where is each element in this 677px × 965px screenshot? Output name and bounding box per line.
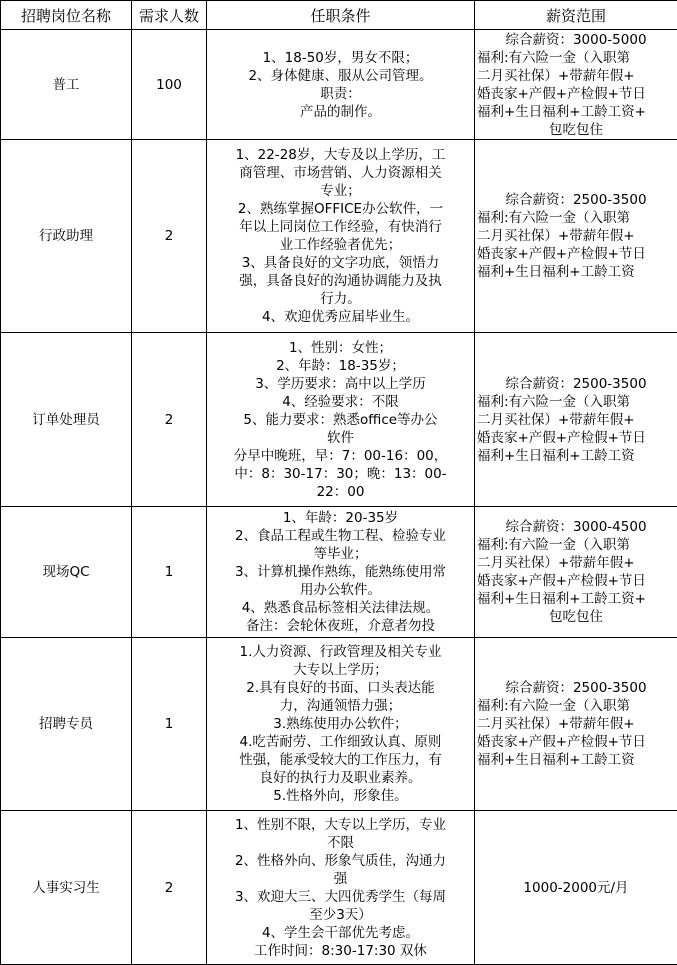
salary-line: 福利:有六险一金（入职第 bbox=[477, 209, 675, 227]
table-row bbox=[1, 507, 677, 638]
header-position: 招聘岗位名称 bbox=[1, 1, 132, 30]
requirement-line: 3、学历要求：高中以上学历 bbox=[209, 375, 472, 393]
header-row bbox=[1, 1, 677, 30]
requirement-line: 软件 bbox=[209, 429, 472, 447]
salary-line: 综合薪资：3000-5000 bbox=[477, 31, 675, 49]
salary-cell bbox=[475, 30, 677, 140]
requirement-line: 行力。 bbox=[209, 290, 472, 308]
salary-cell bbox=[475, 811, 677, 965]
requirement-line: 强 bbox=[209, 870, 472, 888]
requirements-cell bbox=[207, 30, 475, 140]
count-cell: 2 bbox=[132, 140, 207, 333]
requirement-line: 用办公软件。 bbox=[209, 581, 472, 599]
requirement-line: 2.具有良好的书面、口头表达能 bbox=[209, 679, 472, 697]
count-cell: 1 bbox=[132, 507, 207, 638]
requirement-line: 5、能力要求：熟悉office等办公 bbox=[209, 411, 472, 429]
count-cell: 2 bbox=[132, 811, 207, 965]
salary-line: 1000-2000元/月 bbox=[477, 879, 675, 897]
salary-line: 二月买社保）+带薪年假+ bbox=[477, 67, 675, 85]
requirement-line: 4、熟悉食品标签相关法律法规。 bbox=[209, 599, 472, 617]
position-cell: 招聘专员 bbox=[1, 638, 132, 811]
table-row bbox=[1, 30, 677, 140]
requirement-line: 工作时间：8:30-17:30 双休 bbox=[209, 942, 472, 960]
salary-line: 福利+生日福利+工龄工资 bbox=[477, 263, 675, 281]
requirement-line: 中：8：30-17：30；晚：13：00- bbox=[209, 465, 472, 483]
salary-line: 福利+生日福利+工龄工资+ bbox=[477, 103, 675, 121]
requirement-line: 3、具备良好的文字功底，领悟力 bbox=[209, 254, 472, 272]
requirement-line: 2、身体健康、服从公司管理。 bbox=[209, 67, 472, 85]
position-cell: 行政助理 bbox=[1, 140, 132, 333]
requirement-line: 不限 bbox=[209, 834, 472, 852]
requirement-line: 性强，能承受较大的工作压力，有 bbox=[209, 751, 472, 769]
requirements-cell bbox=[207, 811, 475, 965]
requirement-line: 1.人力资源、行政管理及相关专业 bbox=[209, 643, 472, 661]
salary-cell bbox=[475, 638, 677, 811]
salary-line: 包吃包住 bbox=[477, 608, 675, 626]
requirement-line: 4.吃苦耐劳、工作细致认真、原则 bbox=[209, 733, 472, 751]
salary-line: 福利+生日福利+工龄工资 bbox=[477, 751, 675, 769]
salary-line: 综合薪资：2500-3500 bbox=[477, 191, 675, 209]
header-count: 需求人数 bbox=[132, 1, 207, 30]
table-row bbox=[1, 333, 677, 507]
salary-line: 二月买社保）+带薪年假+ bbox=[477, 554, 675, 572]
requirement-line: 1、年龄：20-35岁 bbox=[209, 509, 472, 527]
requirement-line: 1、性别不限，大专以上学历，专业 bbox=[209, 816, 472, 834]
salary-cell bbox=[475, 140, 677, 333]
requirement-line: 1、22-28岁，大专及以上学历，工 bbox=[209, 146, 472, 164]
table-row bbox=[1, 638, 677, 811]
requirements-cell bbox=[207, 333, 475, 507]
salary-line: 福利:有六险一金（入职第 bbox=[477, 697, 675, 715]
requirement-line: 3.熟练使用办公软件； bbox=[209, 715, 472, 733]
salary-line: 综合薪资：3000-4500 bbox=[477, 518, 675, 536]
requirement-line: 良好的执行力及职业素养。 bbox=[209, 769, 472, 787]
salary-line: 包吃包住 bbox=[477, 121, 675, 139]
requirement-line: 2、食品工程或生物工程、检验专业 bbox=[209, 527, 472, 545]
position-cell: 普工 bbox=[1, 30, 132, 140]
salary-line: 福利+生日福利+工龄工资 bbox=[477, 447, 675, 465]
header-salary: 薪资范围 bbox=[475, 1, 677, 30]
requirement-line: 年以上同岗位工作经验，有快消行 bbox=[209, 218, 472, 236]
salary-cell bbox=[475, 333, 677, 507]
requirement-line: 3、计算机操作熟练，能熟练使用常 bbox=[209, 563, 472, 581]
salary-line: 婚丧家+产假+产检假+节日 bbox=[477, 429, 675, 447]
count-cell: 1 bbox=[132, 638, 207, 811]
requirement-line: 3、欢迎大三、大四优秀学生（每周 bbox=[209, 888, 472, 906]
position-cell: 现场QC bbox=[1, 507, 132, 638]
requirement-line: 至少3天） bbox=[209, 906, 472, 924]
requirement-line: 专业； bbox=[209, 182, 472, 200]
salary-line: 婚丧家+产假+产检假+节日 bbox=[477, 245, 675, 263]
requirement-line: 2、年龄：18-35岁； bbox=[209, 357, 472, 375]
salary-line: 二月买社保）+带薪年假+ bbox=[477, 411, 675, 429]
requirement-line: 4、学生会干部优先考虑。 bbox=[209, 924, 472, 942]
requirement-line: 职责： bbox=[209, 85, 472, 103]
salary-line: 婚丧家+产假+产检假+节日 bbox=[477, 733, 675, 751]
requirement-line: 1、18-50岁，男女不限； bbox=[209, 49, 472, 67]
requirement-line: 5.性格外向，形象佳。 bbox=[209, 787, 472, 805]
salary-cell bbox=[475, 507, 677, 638]
requirement-line: 2、性格外向、形象气质佳，沟通力 bbox=[209, 852, 472, 870]
salary-line: 综合薪资：2500-3500 bbox=[477, 375, 675, 393]
count-cell: 100 bbox=[132, 30, 207, 140]
salary-line: 二月买社保）+带薪年假+ bbox=[477, 715, 675, 733]
position-cell: 人事实习生 bbox=[1, 811, 132, 965]
requirement-line: 分早中晚班，早：7：00-16：00， bbox=[209, 447, 472, 465]
salary-line: 福利:有六险一金（入职第 bbox=[477, 536, 675, 554]
requirement-line: 大专以上学历； bbox=[209, 661, 472, 679]
requirements-cell bbox=[207, 140, 475, 333]
salary-line: 福利:有六险一金（入职第 bbox=[477, 49, 675, 67]
count-cell: 2 bbox=[132, 333, 207, 507]
position-cell: 订单处理员 bbox=[1, 333, 132, 507]
table-row bbox=[1, 811, 677, 965]
requirement-line: 力，沟通领悟力强； bbox=[209, 697, 472, 715]
table-row bbox=[1, 140, 677, 333]
requirements-cell bbox=[207, 638, 475, 811]
requirement-line: 强，具备良好的沟通协调能力及执 bbox=[209, 272, 472, 290]
salary-line: 婚丧家+产假+产检假+节日 bbox=[477, 572, 675, 590]
requirement-line: 4、经验要求：不限 bbox=[209, 393, 472, 411]
salary-line: 婚丧家+产假+产检假+节日 bbox=[477, 85, 675, 103]
requirement-line: 22：00 bbox=[209, 483, 472, 501]
requirements-cell bbox=[207, 507, 475, 638]
requirement-line: 等毕业； bbox=[209, 545, 472, 563]
header-requirements: 任职条件 bbox=[207, 1, 475, 30]
salary-line: 福利:有六险一金（入职第 bbox=[477, 393, 675, 411]
requirement-line: 商管理、市场营销、人力资源相关 bbox=[209, 164, 472, 182]
requirement-line: 2、熟练掌握OFFICE办公软件，一 bbox=[209, 200, 472, 218]
requirement-line: 业工作经验者优先； bbox=[209, 236, 472, 254]
requirement-line: 备注：会轮休夜班，介意者勿投 bbox=[209, 617, 472, 635]
requirement-line: 1、性别：女性； bbox=[209, 339, 472, 357]
requirement-line: 产品的制作。 bbox=[209, 103, 472, 121]
salary-line: 综合薪资：2500-3500 bbox=[477, 679, 675, 697]
salary-line: 二月买社保）+带薪年假+ bbox=[477, 227, 675, 245]
requirement-line: 4、欢迎优秀应届毕业生。 bbox=[209, 308, 472, 326]
salary-line: 福利+生日福利+工龄工资+ bbox=[477, 590, 675, 608]
